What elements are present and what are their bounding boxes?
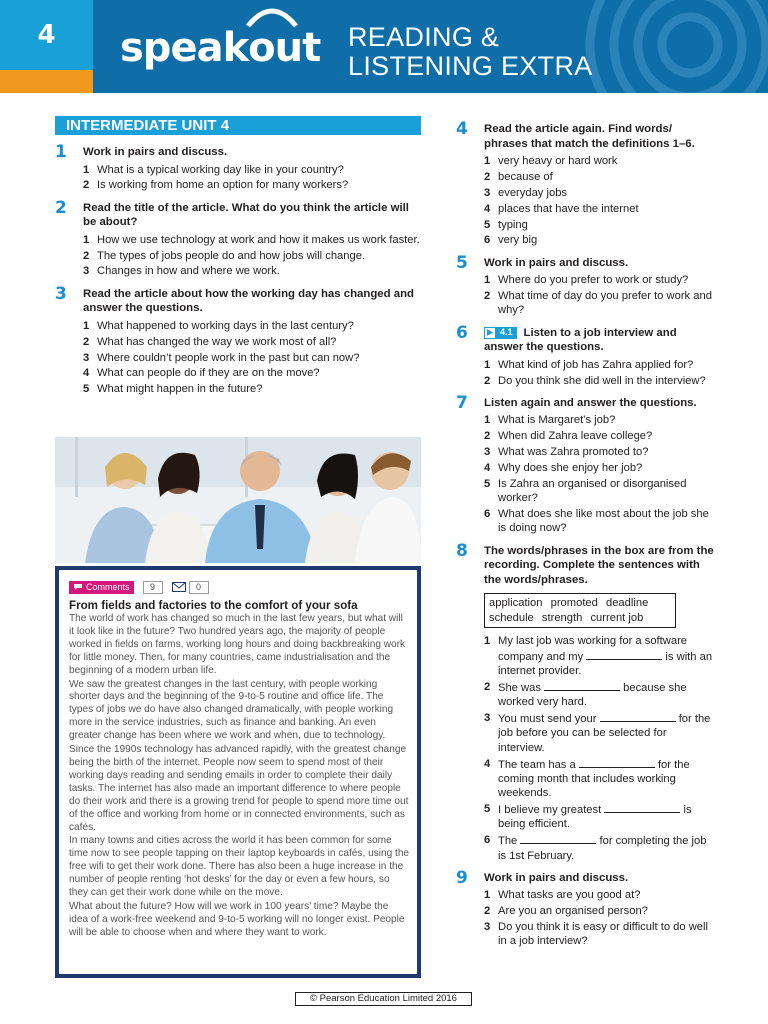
play-icon	[484, 327, 496, 339]
gap-fill-item: 2 She was because she worked very hard.	[484, 680, 687, 709]
list-item: 4 Why does she enjoy her job?	[484, 462, 643, 475]
list-item: 5 Is Zahra an organised or disorganised worker?	[484, 477, 687, 505]
list-item: 1 What kind of job has Zahra applied for?	[484, 358, 694, 371]
list-item: 1 What is Margaret’s job?	[484, 414, 616, 427]
article-paragraph: Since the 1990s technology has advanced rapidly, with the greatest change being the birth of the internet. People now seem to spend most of their working days reading and sending emails in order to complete their daily tasks. The internet has also made an important difference to where people do their work and there is a growing trend for people to spend more time out of the office and working from home or in connected environments, such as cafés.	[69, 744, 409, 833]
list-item: 2 The types of jobs people do and how jobs will change.	[83, 249, 366, 262]
article-paragraph: We saw the greatest changes in the last century, with people working shorter days and the beginning of the 9-to-5 routine and office life. The types of jobs we do have also changed dramatically, with people working more in the service industries, such as finance and banking. An even greater change has been where we work and when, due to technology.	[69, 678, 394, 742]
list-item: 1 very heavy or hard work	[484, 155, 618, 167]
gap-fill-item: 6 The for completing the job is 1st February.	[484, 834, 707, 862]
exercise-number: 2	[55, 197, 67, 218]
box-word: schedule	[489, 611, 534, 624]
exercise-number: 5	[456, 252, 468, 273]
logo-text-left: speak	[120, 25, 249, 71]
list-item: 4 places that have the internet	[484, 202, 639, 215]
exercise-3	[55, 283, 421, 397]
exercise-instruction: Listen to a job interview and answer the questions.	[484, 326, 677, 354]
speech-arc-icon	[242, 2, 302, 28]
left-exercises	[55, 142, 421, 405]
article-paragraph: What about the future? How will we work in 100 years’ time? Maybe the idea of a work-free weekend and 9-to-5 working will no longer exist. People will be able to choose when and where they want to work.	[69, 900, 405, 938]
answer-blank[interactable]	[586, 649, 662, 660]
list-item: 3 Changes in how and where we work.	[83, 265, 280, 278]
exercise-instruction: Work in pairs and discuss.	[484, 871, 629, 884]
gap-fill-item: 3 You must send your for the job before you can be selected for interview.	[484, 712, 711, 754]
list-item: 3 Do you think it is easy or difficult to do well in a job interview?	[484, 921, 708, 948]
exercise-5	[456, 252, 716, 318]
list-item: 3 everyday jobs	[484, 186, 568, 199]
list-item: 1 What is a typical working day like in your country?	[83, 163, 344, 176]
list-item: 6 very big	[484, 234, 538, 247]
list-item: 5 typing	[484, 218, 528, 231]
list-item: 2 What has changed the way we work most of all?	[83, 335, 337, 348]
unit-number: 4	[0, 0, 93, 70]
audio-track-number: 4.1	[500, 327, 513, 338]
title-line-1: READING &	[348, 22, 500, 52]
gap-fill-item: 5 I believe my greatest is being efficient.	[484, 803, 692, 831]
orange-strip	[0, 70, 93, 93]
list-item: 2 When did Zahra leave college?	[484, 430, 653, 443]
exercise-instruction: Work in pairs and discuss.	[83, 146, 228, 158]
exercise-8	[456, 540, 716, 863]
page-header	[0, 0, 768, 93]
exercise-instruction: The words/phrases in the box are from the recording. Complete the sentences with the words/phrases.	[484, 544, 714, 586]
word-box	[484, 593, 676, 628]
comments-count: 9	[143, 581, 163, 594]
box-word: deadline	[605, 597, 649, 610]
article-title: From fields and factories to the comfort of your sofa	[69, 599, 358, 612]
answer-blank[interactable]	[520, 833, 596, 844]
unit-banner: INTERMEDIATE UNIT 4	[55, 116, 421, 135]
box-word: current job	[590, 611, 644, 624]
list-item: 2 because of	[484, 170, 553, 183]
list-item: 4 What can people do if they are on the move?	[83, 367, 320, 380]
list-item: 1 How we use technology at work and how it makes us work faster.	[83, 233, 420, 246]
office-team-illustration	[55, 437, 421, 563]
list-item: 1 Where do you prefer to work or study?	[484, 274, 689, 287]
list-item: 5 What might happen in the future?	[83, 383, 263, 396]
exercise-instruction: Read the article about how the working day has changed and answer the questions.	[83, 287, 415, 315]
exercise-number: 9	[456, 867, 468, 888]
speech-bubble-icon	[73, 583, 83, 591]
article-meta	[69, 580, 410, 594]
exercise-number: 7	[456, 392, 468, 413]
email-count: 0	[189, 581, 209, 594]
section-title	[348, 23, 593, 81]
gap-fill-item: 4 The team has a for the coming month that includes working weekends.	[484, 757, 690, 800]
office-team-photo	[55, 437, 421, 563]
exercise-instruction: Read the title of the article. What do you think the article will be about?	[83, 201, 409, 229]
exercise-4	[456, 119, 716, 248]
list-item: 3 Where couldn’t people work in the past but can now?	[83, 351, 360, 364]
exercise-2	[55, 197, 421, 279]
title-line-2: LISTENING EXTRA	[348, 51, 593, 81]
exercise-1	[55, 142, 421, 193]
exercise-number: 4	[456, 119, 468, 139]
list-item: 3 What was Zahra promoted to?	[484, 446, 649, 459]
audio-track-button[interactable]	[484, 327, 517, 339]
exercise-number: 1	[55, 142, 67, 162]
exercise-7	[456, 392, 716, 536]
article-panel	[55, 566, 421, 978]
exercise-instruction: Listen again and answer the questions.	[484, 396, 697, 409]
list-item: 1 What tasks are you good at?	[484, 889, 641, 902]
exercise-instruction: Read the article again. Find words/ phrases that match the definitions 1–6.	[484, 123, 695, 150]
exercise-number: 3	[55, 283, 67, 304]
email-share[interactable]	[172, 581, 209, 594]
list-item: 1 What happened to working days in the last century?	[83, 319, 354, 332]
answer-blank[interactable]	[579, 757, 655, 768]
speakout-logo	[120, 24, 320, 72]
box-word: promoted	[550, 597, 598, 610]
box-word: application	[489, 597, 543, 610]
envelope-icon	[172, 582, 186, 592]
exercise-number: 8	[456, 540, 468, 561]
exercise-6	[456, 322, 716, 388]
article-body	[69, 613, 410, 940]
exercise-9	[456, 867, 716, 949]
article-content	[59, 570, 417, 974]
answer-blank[interactable]	[604, 802, 680, 813]
exercise-instruction: Work in pairs and discuss.	[484, 256, 629, 269]
copyright-footer: © Pearson Education Limited 2016	[295, 992, 472, 1006]
list-item: 2 What time of day do you prefer to work and why?	[484, 290, 712, 317]
box-word: strength	[541, 611, 583, 624]
answer-blank[interactable]	[600, 711, 676, 722]
list-item: 2 Is working from home an option for many workers?	[83, 179, 349, 192]
list-item: 6 What does she like most about the job she is doing now?	[484, 508, 709, 535]
article-paragraph: In many towns and cities across the world it has been common for some time now to see people tapping on their laptop keyboards in cafés, using the free wifi to get their work done. There has also been a huge increase in the number of people renting ‘hot desks’ for the day or even a few hours, so they can get their work done while on the move.	[69, 835, 410, 899]
article-paragraph: The world of work has changed so much in the last few years, but what will it look like in the future? Two hundred years ago, the majority of people worked in fields on farms, working long hours and doing backbreaking work for little money. Then, for many countries, came industrialisation and the beginning of a modern urban life.	[69, 613, 406, 676]
right-exercises	[456, 119, 716, 957]
list-item: 2 Are you an organised person?	[484, 905, 648, 918]
gap-fill-item: 1 My last job was working for a software company and my is with an internet provider.	[484, 635, 713, 678]
answer-blank[interactable]	[544, 680, 620, 691]
comments-button[interactable]	[69, 581, 134, 594]
logo-text-right: out	[248, 25, 321, 71]
comments-label: Comments	[86, 582, 130, 592]
exercise-number: 6	[456, 322, 468, 343]
list-item: 2 Do you think she did well in the interview?	[484, 374, 706, 387]
